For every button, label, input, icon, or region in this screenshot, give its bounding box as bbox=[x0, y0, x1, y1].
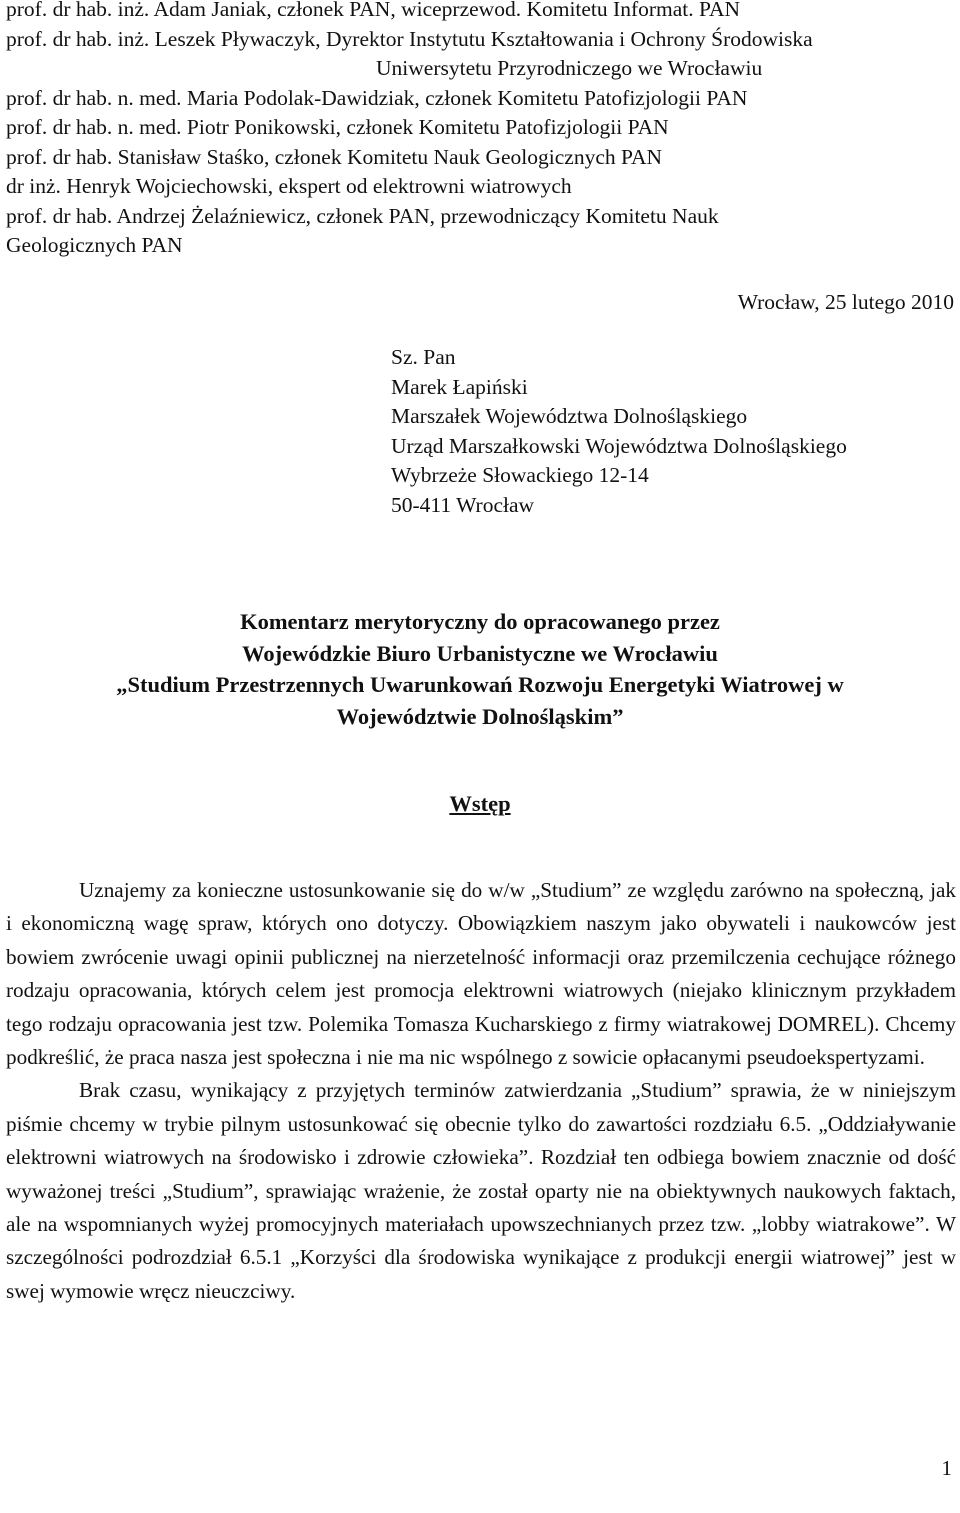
signatory-line: prof. dr hab. Andrzej Żelaźniewicz, członek PAN, przewodniczący Komitetu Nauk bbox=[6, 203, 719, 228]
signatories-list bbox=[6, 0, 956, 261]
page-number: 1 bbox=[941, 1456, 952, 1480]
recipient-name: Marek Łapiński bbox=[391, 374, 528, 399]
signatory-line: prof. dr hab. Stanisław Staśko, członek Komitetu Nauk Geologicznych PAN bbox=[6, 144, 663, 169]
date-line: Wrocław, 25 lutego 2010 bbox=[737, 290, 954, 314]
document-title-line: Komentarz merytoryczny do opracowanego przez bbox=[240, 609, 720, 634]
signatory-line-continuation: Geologicznych PAN bbox=[6, 233, 183, 257]
recipient-salutation: Sz. Pan bbox=[391, 345, 456, 369]
section-heading: Wstęp bbox=[449, 791, 511, 816]
document-title-line: „Studium Przestrzennych Uwarunkowań Rozwoju Energetyki Wiatrowej w bbox=[116, 672, 844, 697]
document-title-line: Wojewódzkie Biuro Urbanistyczne we Wrocławiu bbox=[242, 640, 718, 666]
recipient-street: Wybrzeże Słowackiego 12-14 bbox=[391, 463, 649, 487]
signatory-line: prof. dr hab. n. med. Maria Podolak-Dawidziak, członek Komitetu Patofizjologii PAN bbox=[6, 85, 748, 110]
signatory-line: dr inż. Henryk Wojciechowski, ekspert od elektrowni wiatrowych bbox=[6, 174, 572, 198]
body-paragraph: Brak czasu, wynikający z przyjętych terminów zatwierdzania „Studium” sprawia, że w niniejszym piśmie chcemy w trybie pilnym ustosunkować się obecnie tylko do zawartości rozdziału 6.5. „Oddziaływanie elektrowni wiatrowych na środowisko i zdrowie człowieka”. Rozdział ten odbiega bowiem znacznie od dość wyważonej treści „Studium”, sprawiając wrażenie, że został oparty nie na obiektywnych naukowych faktach, ale na wspomnianych wyżej promocyjnych materiałach upowszechnianych przez tzw. „lobby wiatrakowe”. W szczególności podrozdział 6.5.1 „Korzyści dla środowiska wynikające z produkcji energii wiatrowej” jest w swej wymowie wręcz nieuczciwy. bbox=[6, 1078, 956, 1303]
signatory-line: prof. dr hab. n. med. Piotr Ponikowski, członek Komitetu Patofizjologii PAN bbox=[6, 115, 669, 139]
recipient-office: Urząd Marszałkowski Województwa Dolnośląskiego bbox=[391, 433, 847, 458]
signatory-line: prof. dr hab. inż. Adam Janiak, członek PAN, wiceprzewod. Komitetu Informat. PAN bbox=[6, 0, 741, 21]
signatory-line: prof. dr hab. inż. Leszek Pływaczyk, Dyrektor Instytutu Kształtowania i Ochrony Środowiska bbox=[6, 26, 813, 51]
document-title-line: Województwie Dolnośląskim” bbox=[336, 703, 624, 729]
recipient-position: Marszałek Województwa Dolnośląskiego bbox=[391, 404, 748, 428]
signatory-line-continuation: Uniwersytetu Przyrodniczego we Wrocławiu bbox=[376, 56, 763, 80]
recipient-address bbox=[391, 343, 847, 520]
document-title bbox=[0, 606, 960, 732]
body-paragraph: Uznajemy za konieczne ustosunkowanie się do w/w „Studium” ze względu zarówno na społeczną, jak i ekonomiczną wagę spraw, których ono dotyczy. Obowiązkiem naszym jako obywateli i naukowców jest bowiem zwrócenie uwagi opinii publicznej na nierzetelność informacji oraz przemilczenia cechujące różnego rodzaju opracowania, których celem jest promocja elektrowni wiatrowych (niejako klinicznym przykładem tego rodzaju opracowania jest tzw. Polemika Tomasza Kucharskiego z firmy wiatrakowej DOMREL). Chcemy podkreślić, że praca nasza jest społeczna i nie ma nic wspólnego z sowicie opłacanymi pseudoekspertyzami. bbox=[6, 878, 956, 1070]
body-text bbox=[6, 874, 956, 1308]
recipient-city: 50-411 Wrocław bbox=[391, 492, 535, 517]
